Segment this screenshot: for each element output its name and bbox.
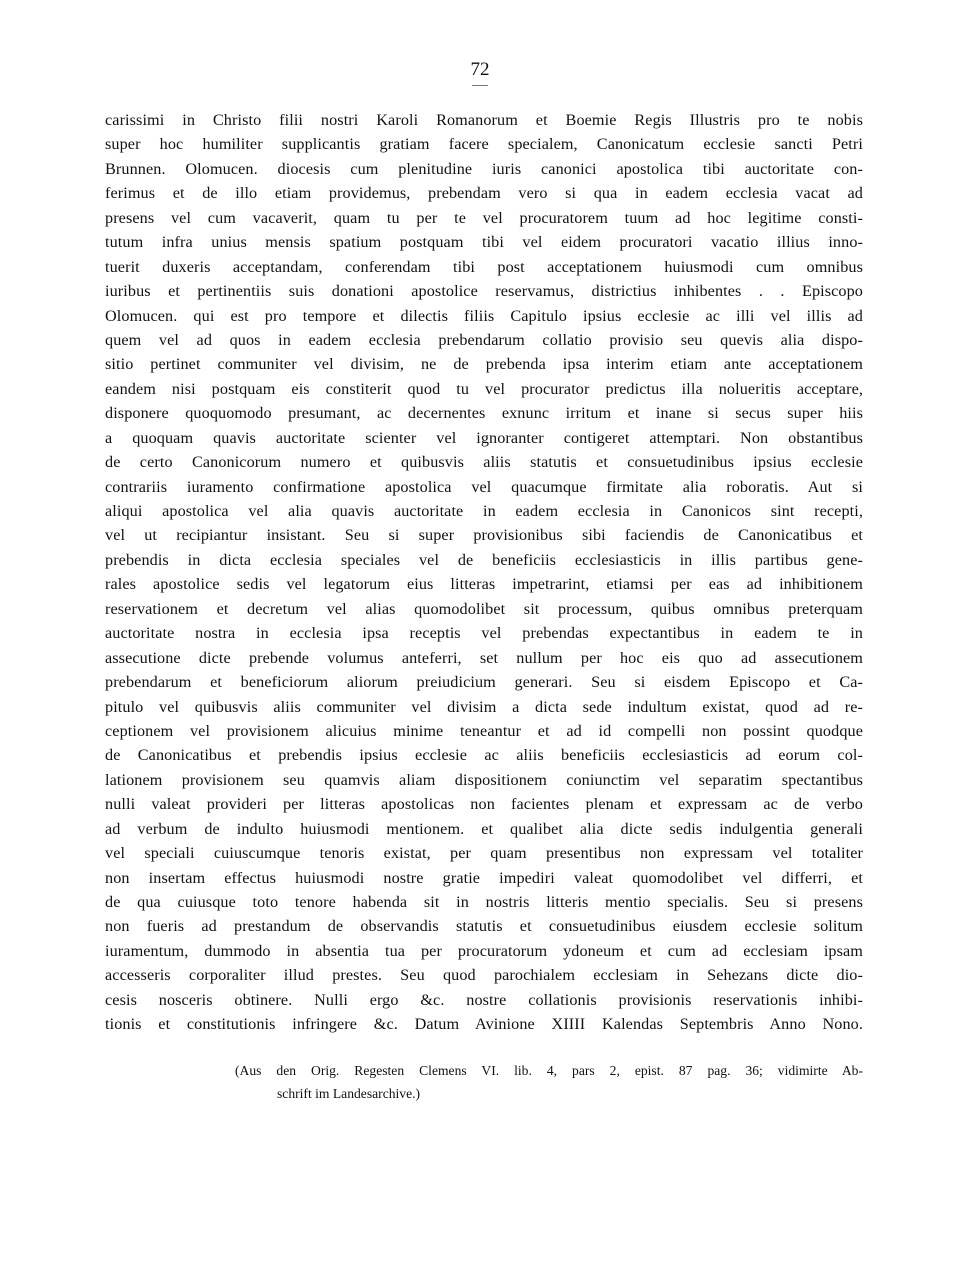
- text-line: vel ut recipiantur insistant. Seu si super provisionibus sibi faciendis de Canonicatibus et: [105, 526, 863, 545]
- text-line: vel speciali cuiuscumque tenoris existat, per quam presentibus non expressam vel totaliter: [105, 844, 863, 863]
- text-line: ceptionem vel provisionem alicuius minime teneantur et ad id compelli non possint quodque: [105, 721, 863, 740]
- text-line: aliqui apostolica vel alia quavis auctoritate in eadem ecclesia in Canonicos sint recepti,: [105, 502, 863, 520]
- charter-text: [105, 108, 863, 1037]
- text-line: accesseris corporaliter illud prestes. Seu quod parochialem ecclesiam in Sehezans dicte dio-: [105, 966, 863, 985]
- text-line: rales apostolice sedis vel legatorum eius litteras impetrarint, etiamsi per eas ad inhibitionem: [105, 575, 863, 594]
- text-line: assecutione dicte prebende volumus anteferri, set nullum per hoc eis quo ad assecutionem: [105, 648, 863, 667]
- text-line: presens vel cum vacaverit, quam tu per te vel procuratorem tuum ad hoc legitime consti-: [105, 208, 863, 227]
- text-line: tutum infra unius mensis spatium postquam tibi vel eidem procuratori vacatio illius inno-: [105, 233, 863, 252]
- text-line: contrariis iuramento confirmatione apostolica vel quacumque firmitate alia roboratis. Aut si: [105, 477, 863, 496]
- text-line: de Canonicatibus et prebendis ipsius ecclesie ac aliis beneficiis ecclesiasticis ad eorum col-: [105, 746, 863, 765]
- text-line: prebendarum et beneficiorum aliorum preiudicium generari. Seu si eisdem Episcopo et Ca-: [105, 673, 863, 692]
- text-line: non fueris ad prestandum de observandis statutis et consuetudinibus eiusdem ecclesie solitum: [105, 917, 863, 936]
- text-line: lationem provisionem seu quamvis aliam dispositionem coniunctim vel separatim spectantibus: [105, 770, 863, 789]
- text-line: quem vel ad quos in eadem ecclesia prebendarum collatio provisio seu quevis alia dispo-: [105, 330, 863, 349]
- text-line: de qua cuiusque toto tenore habenda sit in nostris litteris mentio specialis. Seu si presens: [105, 893, 863, 911]
- text-line: carissimi in Christo filii nostri Karoli Romanorum et Boemie Regis Illustris pro te nobis: [105, 111, 863, 129]
- text-line: tuerit duxeris acceptandam, conferendam tibi post acceptationem huiusmodi cum omnibus: [105, 257, 863, 276]
- citation-line: (Aus den Orig. Regesten Clemens VI. lib. 4, pars 2, epist. 87 pag. 36; vidimirte Ab-: [235, 1063, 863, 1078]
- text-line: ad verbum de indulto huiusmodi mentionem. et qualibet alia dicte sedis indulgentia generali: [105, 819, 863, 838]
- text-line: tionis et constitutionis infringere &c. Datum Avinione XIIII Kalendas Septembris Anno Nono.: [105, 1015, 863, 1034]
- source-citation: [105, 1059, 863, 1105]
- text-line: iuramentum, dummodo in absentia tua per procuratorum ydoneum et cum ad ecclesiam ipsam: [105, 941, 863, 960]
- page-number-underline: [472, 85, 488, 86]
- text-line: sitio pertinet communiter vel divisim, ne de prebenda ipsa interim etiam ante acceptationem: [105, 355, 863, 374]
- text-line: super hoc humiliter supplicantis gratiam facere specialem, Canonicatum ecclesie sancti Petri: [105, 135, 863, 154]
- text-line: eandem nisi postquam eis constiterit quod tu vel procurator predictus illa nolueritis acceptare,: [105, 379, 863, 398]
- text-line: non insertam effectus huiusmodi nostre gratie impediri valeat quomodolibet vel differri, et: [105, 868, 863, 887]
- text-line: nulli valeat provideri per litteras apostolicas non facientes plenam et expressam ac de verbo: [105, 795, 863, 814]
- text-line: Olomucen. qui est pro tempore et dilectis filiis Capitulo ipsius ecclesie ac illi vel illis ad: [105, 306, 863, 325]
- text-line: prebendis in dicta ecclesia speciales vel de beneficiis ecclesiasticis in illis partibus gene-: [105, 550, 863, 569]
- text-line: auctoritate nostra in ecclesia ipsa receptis vel prebendas expectantibus in eadem te in: [105, 624, 863, 643]
- text-line: disponere quoquomodo presumant, ac decernentes exnunc irritum et inane si secus super hiis: [105, 404, 863, 423]
- text-line: cesis nosceris obtinere. Nulli ergo &c. nostre collationis provisionis reservationis inhibi-: [105, 990, 863, 1009]
- text-line: Brunnen. Olomucen. diocesis cum plenitudine iuris canonici apostolica tibi auctoritate con-: [105, 159, 863, 178]
- text-line: ferimus et de illo etiam providemus, prebendam vero si qua in eadem ecclesia vacat ad: [105, 184, 863, 203]
- text-line: pitulo vel quibusvis aliis communiter vel divisim a dicta sede indultum existat, quod ad re-: [105, 697, 863, 716]
- text-line: iuribus et pertinentiis suis donationi apostolice reservamus, districtius inhibentes . . Episcopo: [105, 282, 863, 301]
- text-line: de certo Canonicorum numero et quibusvis aliis statutis et consuetudinibus ipsius ecclesie: [105, 453, 863, 472]
- page-number: 72: [470, 59, 490, 80]
- text-line: reservationem et decretum vel alias quomodolibet sit processum, quibus omnibus preterquam: [105, 599, 863, 618]
- citation-line: schrift im Landesarchive.): [277, 1086, 421, 1101]
- text-line: a quoquam quavis auctoritate scienter vel ignoranter contigeret attemptari. Non obstantibus: [105, 428, 863, 447]
